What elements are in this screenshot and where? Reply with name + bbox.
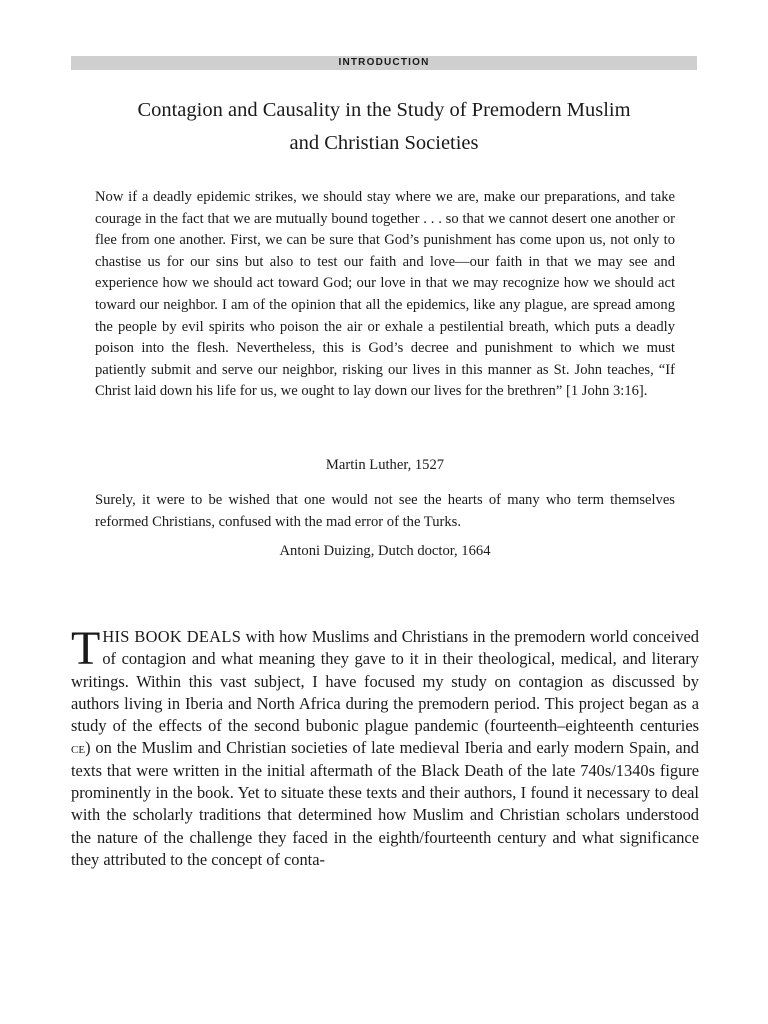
drop-cap: T: [71, 622, 101, 675]
chapter-title-line-1: Contagion and Causality in the Study of Premodern Muslim: [137, 99, 631, 121]
running-head: INTRODUCTION: [71, 56, 697, 70]
body-paragraph-text: [71, 622, 700, 871]
body-text-part-2: ) on the Muslim and Christian societies of late medieval Iberia and early modern Spain, and texts that were written in the initial aftermath of the Black Death of the late 740s/1340s figure prominently in the book. Yet to situate these texts and their authors, I found it necessary to deal with the scholarly traditions that determined how Muslim and Christian scholars understood the nature of the challenge they faced in the eighth/fourteenth century and what significance they attributed to the concept of conta-: [71, 738, 699, 869]
epigraph-attribution-luther: Martin Luther, 1527: [325, 457, 445, 473]
epigraph-text: Surely, it were to be wished that one would not see the hearts of many who term themselves reformed Christians, confused with the mad error of the Turks.: [95, 492, 675, 530]
body-paragraph: [71, 622, 700, 871]
opening-small-caps: HIS BOOK DEALS: [102, 627, 242, 646]
chapter-title-line-2: and Christian Societies: [289, 132, 479, 154]
epigraph-luther: [95, 187, 675, 403]
era-abbreviation: ce: [71, 738, 86, 758]
epigraph-attribution-duizing: Antoni Duizing, Dutch doctor, 1664: [279, 543, 491, 559]
body-text-part-1: with how Muslims and Christians in the premodern world conceived of contagion and what meaning they gave to it in their theological, medical, and literary writings. Within this vast subject, I have focused my study on contagion as discussed by authors living in Iberia and North Africa during the premodern period. This project began as a study of the effects of the second bubonic plague pandemic (fourteenth–eighteenth centuries: [71, 627, 700, 736]
chapter-title: [71, 94, 697, 160]
epigraph-text: Now if a deadly epidemic strikes, we should stay where we are, make our preparations, and take courage in the fact that we are mutually bound together . . . so that we cannot desert one another or flee from one another. First, we can be sure that God’s punishment has come upon us, not only to chastise us for our sins but also to test our faith and love—our faith in that we may see and experience how we should act toward God; our love in that we may recognize how we should act toward our neighbor. I am of the opinion that all the epidemics, like any plague, are spread among the people by evil spirits who poison the air or exhale a pestilential breath, which puts a deadly poison into the flesh. Nevertheless, this is God’s decree and punishment to which we must patiently submit and serve our neighbor, risking our lives in this manner as St. John teaches, “If Christ laid down his life for us, we ought to lay down our lives for the brethren” [1 John 3:16].: [95, 189, 675, 400]
epigraph-duizing: [95, 490, 675, 533]
